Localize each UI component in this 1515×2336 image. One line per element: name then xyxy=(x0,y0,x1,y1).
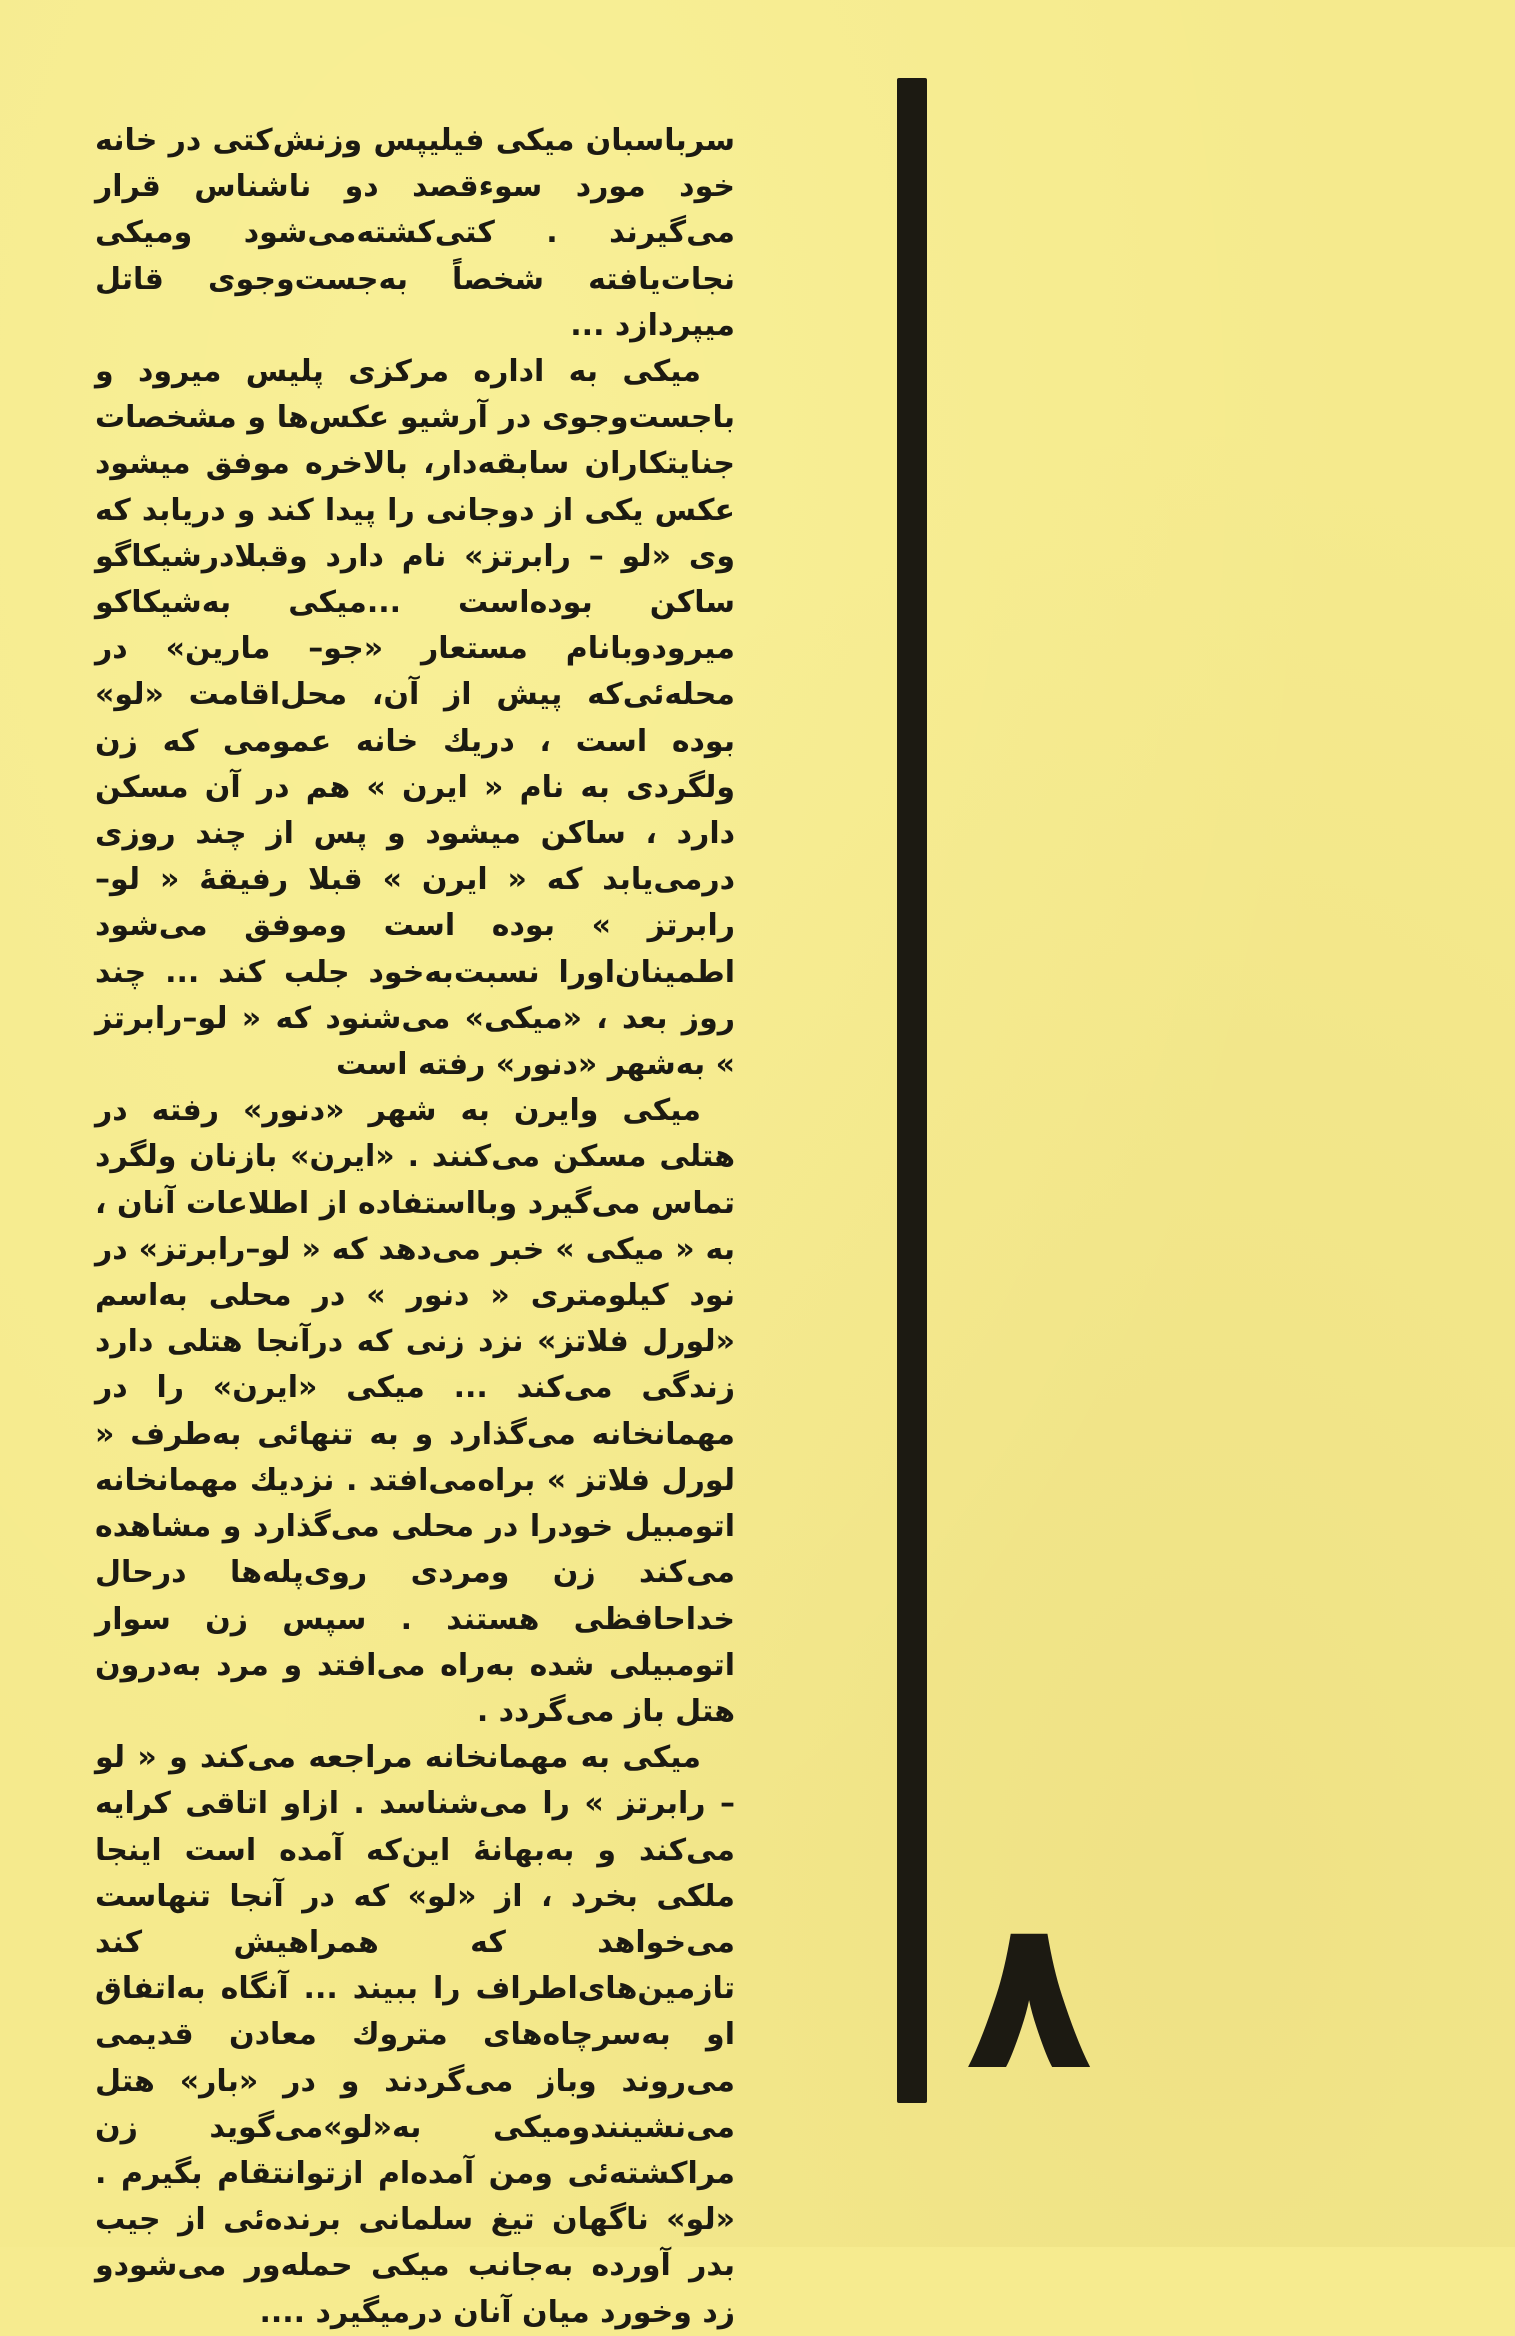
vertical-divider-bar xyxy=(897,78,927,2103)
paragraph-2: میکی به اداره مرکزی پلیس میرود و باجست‌وجوی در آرشیو عکس‌ها و مشخصات جنایتکاران سابقه‌دار، بالاخره موفق میشود عکس یکی از دوجانی را پیدا کند و دریابد که وی «لو – رابرتز» نام دارد وقبلادرشیکاگو ساکن بوده‌است ...میکی به‌شیکاکو میرودوبانام مستعار «جو– مارین» در محله‌ئی‌که پیش از آن، محل‌اقامت «لو» بوده است ، دریك خانه عمومی که زن ولگردی به نام « ایرن » هم در آن مسکن دارد ، ساکن میشود و پس از چند روزی درمی‌یابد که « ایرن » قبلا رفیقهٔ « لو–رابرتز » بوده است وموفق می‌شود اطمینان‌اورا نسبت‌به‌خود جلب کند ... چند روز بعد ، «میکی» می‌شنود که « لو–رابرتز » به‌شهر «دنور» رفته است xyxy=(95,354,735,1083)
paragraph-4: میکی به مهمانخانه مراجعه می‌کند و « لو – رابرتز » را می‌شناسد . ازاو اتاقی کرایه می‌کند و به‌بهانهٔ این‌که آمده است اینجا ملکی بخرد ، از «لو» که در آنجا تنهاست می‌خواهد که همراهیش کند تازمین‌های‌اطراف را ببیند ... آنگاه به‌اتفاق او به‌سرچاه‌های متروك معادن قدیمی می‌روند وباز می‌گردند و در «بار» هتل می‌نشینندومیکی به«لو»می‌گوید زن مراکشته‌ئی ومن آمده‌ام ازتوانتقام بگیرم . «لو» ناگهان تیغ سلمانی برنده‌ئی از جیب بدر آورده به‌جانب میکی حمله‌ور می‌شودو زد وخورد میان آنان درمیگیرد .... xyxy=(95,1740,735,2330)
article-text xyxy=(95,118,735,2336)
paragraph-3: میکی وایرن به شهر «دنور» رفته در هتلی مسکن می‌کنند . «ایرن» بازنان ولگرد تماس می‌گیرد وبااستفاده از اطلاعات آنان ، به « میکی » خبر می‌دهد که « لو–رابرتز» در نود کیلومتری « دنور » در محلی به‌اسم «لورل فلاتز» نزد زنی که درآنجا هتلی دارد زندگی می‌کند ... میکی «ایرن» را در مهمانخانه می‌گذارد و به تنهائی به‌طرف « لورل فلاتز » براه‌می‌افتد . نزدیك مهمانخانه اتومبیل خودرا در محلی می‌گذارد و مشاهده می‌کند زن ومردی روی‌پله‌ها درحال خداحافظی هستند . سپس زن سوار اتومبیلی شده به‌راه می‌افتد و مرد به‌درون هتل باز می‌گردد . xyxy=(95,1093,735,1729)
paragraph-1: سرباسبان میکی فیلیپس وزنش‌کتی در خانه خود مورد سوءقصد دو ناشناس قرار می‌گیرند . کتی‌کشته‌می‌شود ومیکی نجات‌یافته شخصاً به‌جست‌وجوی قاتل میپردازد ... xyxy=(95,123,735,343)
page-number: ۸ xyxy=(965,1872,1094,2117)
